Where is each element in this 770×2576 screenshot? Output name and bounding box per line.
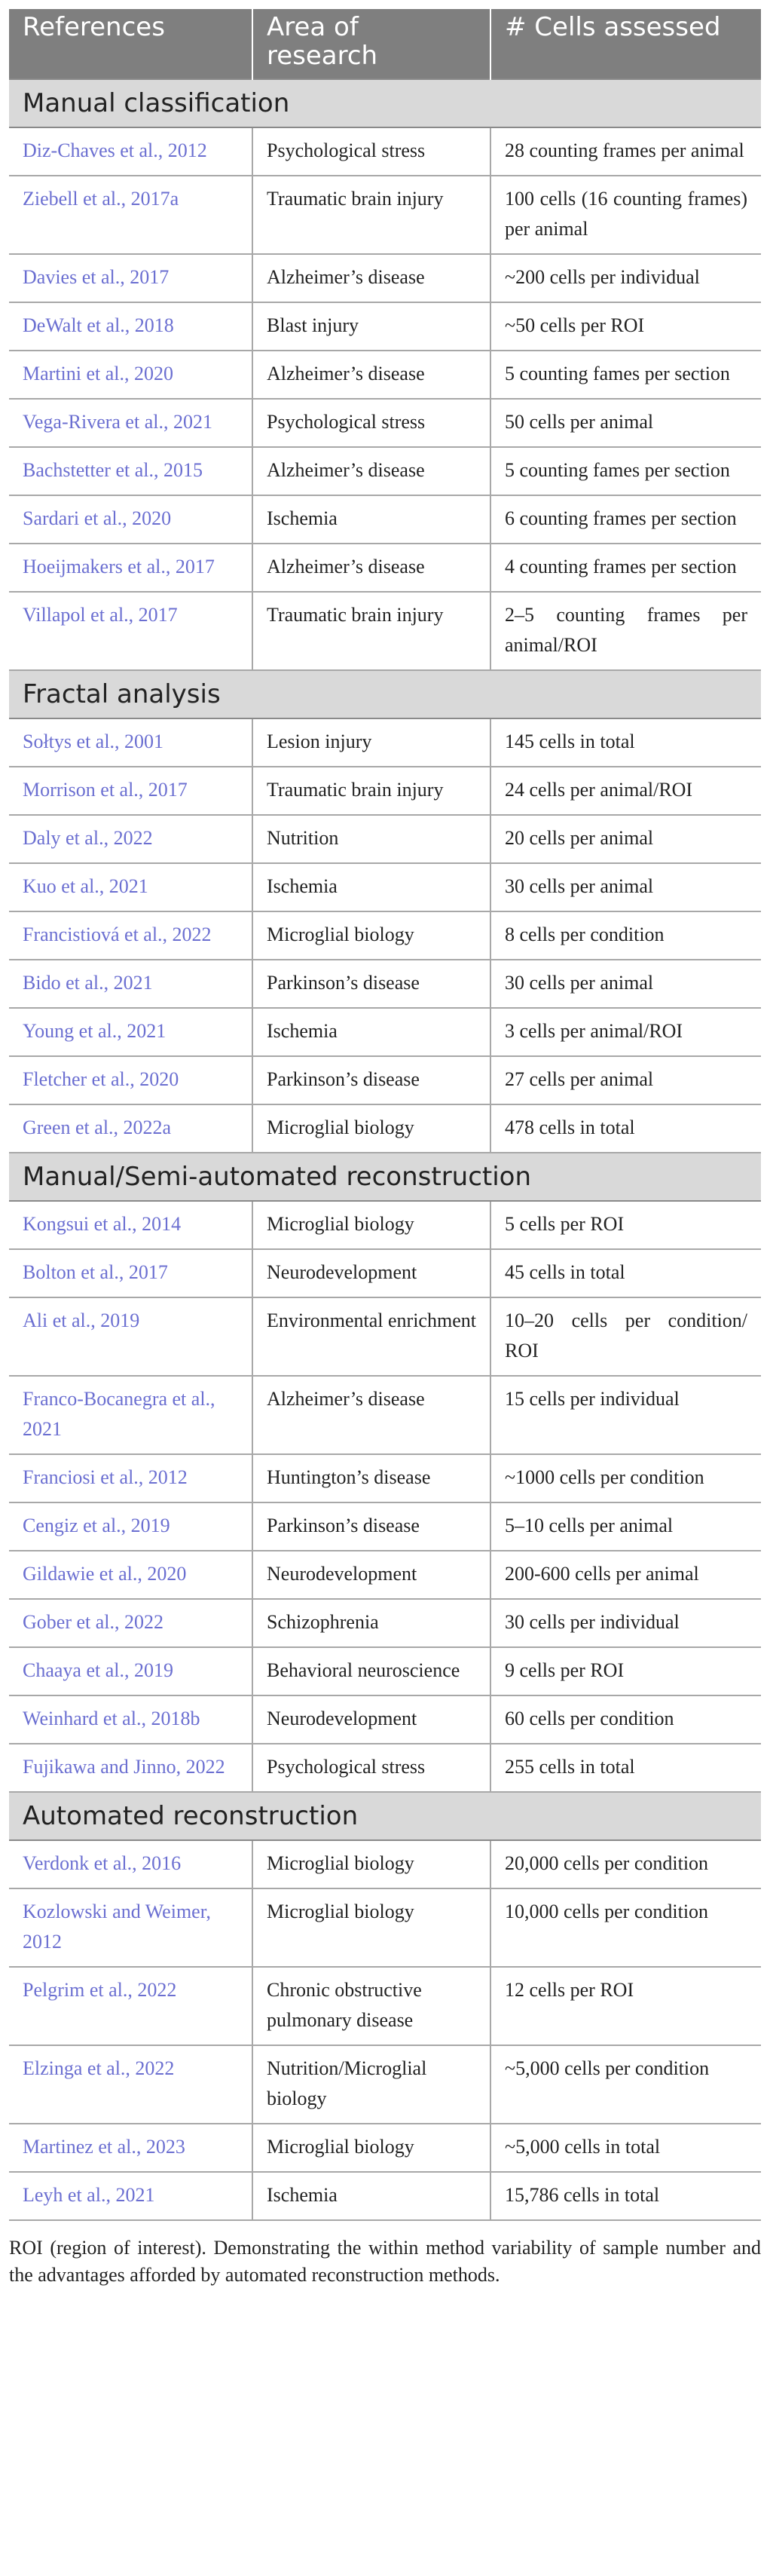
cells-assessed-cell: 3 cells per animal/ROI: [490, 1008, 761, 1056]
reference-link[interactable]: Pelgrim et al., 2022: [9, 1967, 252, 2045]
area-of-research-cell: Neurodevelopment: [252, 1249, 490, 1297]
table-row: [9, 127, 761, 176]
table-row: [9, 1249, 761, 1297]
area-of-research-cell: Schizophrenia: [252, 1599, 490, 1647]
area-of-research-cell: Nutrition/Microglial biology: [252, 2045, 490, 2124]
reference-link[interactable]: Kongsui et al., 2014: [9, 1201, 252, 1249]
reference-link[interactable]: Morrison et al., 2017: [9, 767, 252, 815]
area-of-research-cell: Neurodevelopment: [252, 1695, 490, 1744]
reference-link[interactable]: Chaaya et al., 2019: [9, 1647, 252, 1695]
table-row: [9, 1376, 761, 1454]
section-title: Manual/Semi-automated reconstruction: [9, 1153, 761, 1201]
reference-link[interactable]: DeWalt et al., 2018: [9, 302, 252, 351]
references-table: [9, 9, 761, 2221]
table-row: [9, 254, 761, 302]
area-of-research-cell: Blast injury: [252, 302, 490, 351]
cells-assessed-cell: 15,786 cells in total: [490, 2172, 761, 2220]
cells-assessed-cell: 10–20 cells per condition/ ROI: [490, 1297, 761, 1376]
table-row: [9, 1297, 761, 1376]
area-of-research-cell: Alzheimer’s disease: [252, 447, 490, 495]
reference-link[interactable]: Green et al., 2022a: [9, 1104, 252, 1153]
section-title: Manual classification: [9, 79, 761, 127]
table-row: [9, 767, 761, 815]
reference-link[interactable]: Daly et al., 2022: [9, 815, 252, 863]
area-of-research-cell: Alzheimer’s disease: [252, 254, 490, 302]
reference-link[interactable]: Cengiz et al., 2019: [9, 1502, 252, 1551]
table-row: [9, 351, 761, 399]
reference-link[interactable]: Young et al., 2021: [9, 1008, 252, 1056]
cells-assessed-cell: 2–5 counting frames per animal/ROI: [490, 592, 761, 670]
header-references: References: [9, 9, 252, 79]
area-of-research-cell: Microglial biology: [252, 911, 490, 960]
table-row: [9, 911, 761, 960]
area-of-research-cell: Microglial biology: [252, 1104, 490, 1153]
cells-assessed-cell: 45 cells in total: [490, 1249, 761, 1297]
table-footnote: ROI (region of interest). Demonstrating the within method variability of sample number and the advantages afforded by automated reconstruction methods.: [9, 2237, 761, 2286]
table-row: [9, 1502, 761, 1551]
reference-link[interactable]: Ali et al., 2019: [9, 1297, 252, 1376]
cells-assessed-cell: 20 cells per animal: [490, 815, 761, 863]
cells-assessed-cell: ~200 cells per individual: [490, 254, 761, 302]
table-row: [9, 1551, 761, 1599]
cells-assessed-cell: 27 cells per animal: [490, 1056, 761, 1104]
cells-assessed-cell: ~5,000 cells in total: [490, 2124, 761, 2172]
reference-link[interactable]: Bachstetter et al., 2015: [9, 447, 252, 495]
table-row: [9, 1201, 761, 1249]
cells-assessed-cell: 30 cells per animal: [490, 863, 761, 911]
reference-link[interactable]: Martini et al., 2020: [9, 351, 252, 399]
cells-assessed-cell: 8 cells per condition: [490, 911, 761, 960]
cells-assessed-cell: 12 cells per ROI: [490, 1967, 761, 2045]
area-of-research-cell: Microglial biology: [252, 1888, 490, 1967]
area-of-research-cell: Nutrition: [252, 815, 490, 863]
cells-assessed-cell: 478 cells in total: [490, 1104, 761, 1153]
section-title: Automated reconstruction: [9, 1792, 761, 1840]
reference-link[interactable]: Vega-Rivera et al., 2021: [9, 399, 252, 447]
reference-link[interactable]: Franco-Bocanegra et al., 2021: [9, 1376, 252, 1454]
table-row: [9, 1967, 761, 2045]
area-of-research-cell: Alzheimer’s disease: [252, 351, 490, 399]
cells-assessed-cell: 200-600 cells per animal: [490, 1551, 761, 1599]
reference-link[interactable]: Sołtys et al., 2001: [9, 718, 252, 767]
cells-assessed-cell: 5 counting fames per section: [490, 447, 761, 495]
reference-link[interactable]: Gober et al., 2022: [9, 1599, 252, 1647]
table-row: [9, 176, 761, 254]
reference-link[interactable]: Verdonk et al., 2016: [9, 1840, 252, 1888]
cells-assessed-cell: 30 cells per animal: [490, 960, 761, 1008]
cells-assessed-cell: 255 cells in total: [490, 1744, 761, 1792]
area-of-research-cell: Behavioral neuroscience: [252, 1647, 490, 1695]
table-row: [9, 1840, 761, 1888]
reference-link[interactable]: Fujikawa and Jinno, 2022: [9, 1744, 252, 1792]
area-of-research-cell: Ischemia: [252, 1008, 490, 1056]
table-row: [9, 2172, 761, 2220]
area-of-research-cell: Traumatic brain injury: [252, 176, 490, 254]
area-of-research-cell: Parkinson’s disease: [252, 1502, 490, 1551]
area-of-research-cell: Ischemia: [252, 2172, 490, 2220]
cells-assessed-cell: ~50 cells per ROI: [490, 302, 761, 351]
area-of-research-cell: Ischemia: [252, 495, 490, 544]
reference-link[interactable]: Hoeijmakers et al., 2017: [9, 544, 252, 592]
cells-assessed-cell: 50 cells per animal: [490, 399, 761, 447]
table-row: [9, 544, 761, 592]
reference-link[interactable]: Sardari et al., 2020: [9, 495, 252, 544]
reference-link[interactable]: Bido et al., 2021: [9, 960, 252, 1008]
cells-assessed-cell: 9 cells per ROI: [490, 1647, 761, 1695]
table-row: [9, 1888, 761, 1967]
table-row: [9, 1695, 761, 1744]
area-of-research-cell: Traumatic brain injury: [252, 592, 490, 670]
table-row: [9, 2124, 761, 2172]
header-cells-assessed: # Cells assessed: [490, 9, 761, 79]
table-row: [9, 1454, 761, 1502]
cells-assessed-cell: 5 cells per ROI: [490, 1201, 761, 1249]
reference-link[interactable]: Weinhard et al., 2018b: [9, 1695, 252, 1744]
cells-assessed-cell: 20,000 cells per condition: [490, 1840, 761, 1888]
cells-assessed-cell: 60 cells per condition: [490, 1695, 761, 1744]
table-row: [9, 1744, 761, 1792]
area-of-research-cell: Parkinson’s disease: [252, 960, 490, 1008]
area-of-research-cell: Traumatic brain injury: [252, 767, 490, 815]
area-of-research-cell: Lesion injury: [252, 718, 490, 767]
table-row: [9, 495, 761, 544]
table-row: [9, 960, 761, 1008]
reference-link[interactable]: Gildawie et al., 2020: [9, 1551, 252, 1599]
area-of-research-cell: Neurodevelopment: [252, 1551, 490, 1599]
reference-link[interactable]: Villapol et al., 2017: [9, 592, 252, 670]
cells-assessed-cell: ~5,000 cells per condition: [490, 2045, 761, 2124]
table-row: [9, 863, 761, 911]
reference-link[interactable]: Fletcher et al., 2020: [9, 1056, 252, 1104]
section-row: [9, 670, 761, 718]
reference-link[interactable]: Kuo et al., 2021: [9, 863, 252, 911]
table-row: [9, 1008, 761, 1056]
area-of-research-cell: Microglial biology: [252, 1840, 490, 1888]
area-of-research-cell: Parkinson’s disease: [252, 1056, 490, 1104]
area-of-research-cell: Ischemia: [252, 863, 490, 911]
area-of-research-cell: Alzheimer’s disease: [252, 544, 490, 592]
cells-assessed-cell: 4 counting frames per section: [490, 544, 761, 592]
reference-link[interactable]: Diz-Chaves et al., 2012: [9, 127, 252, 176]
reference-link[interactable]: Francistiová et al., 2022: [9, 911, 252, 960]
section-row: [9, 1153, 761, 1201]
section-row: [9, 1792, 761, 1840]
cells-assessed-cell: 145 cells in total: [490, 718, 761, 767]
reference-link[interactable]: Davies et al., 2017: [9, 254, 252, 302]
cells-assessed-cell: ~1000 cells per condition: [490, 1454, 761, 1502]
cells-assessed-cell: 5 counting fames per section: [490, 351, 761, 399]
table-row: [9, 1056, 761, 1104]
table-row: [9, 592, 761, 670]
reference-link[interactable]: Martinez et al., 2023: [9, 2124, 252, 2172]
section-row: [9, 79, 761, 127]
area-of-research-cell: Microglial biology: [252, 1201, 490, 1249]
table-row: [9, 1599, 761, 1647]
reference-link[interactable]: Ziebell et al., 2017a: [9, 176, 252, 254]
area-of-research-cell: Huntington’s disease: [252, 1454, 490, 1502]
header-row: [9, 9, 761, 79]
reference-link[interactable]: Bolton et al., 2017: [9, 1249, 252, 1297]
reference-link[interactable]: Elzinga et al., 2022: [9, 2045, 252, 2124]
area-of-research-cell: Environmental enrichment: [252, 1297, 490, 1376]
cells-assessed-cell: 10,000 cells per condition: [490, 1888, 761, 1967]
table-container: [9, 9, 761, 2289]
cells-assessed-cell: 5–10 cells per animal: [490, 1502, 761, 1551]
cells-assessed-cell: 28 counting frames per animal: [490, 127, 761, 176]
cells-assessed-cell: 15 cells per individual: [490, 1376, 761, 1454]
table-row: [9, 2045, 761, 2124]
table-row: [9, 718, 761, 767]
cells-assessed-cell: 24 cells per animal/ROI: [490, 767, 761, 815]
table-row: [9, 815, 761, 863]
table-row: [9, 1647, 761, 1695]
cells-assessed-cell: 6 counting frames per section: [490, 495, 761, 544]
area-of-research-cell: Psychological stress: [252, 127, 490, 176]
reference-link[interactable]: Leyh et al., 2021: [9, 2172, 252, 2220]
table-row: [9, 302, 761, 351]
table-row: [9, 399, 761, 447]
area-of-research-cell: Alzheimer’s disease: [252, 1376, 490, 1454]
table-body: [9, 79, 761, 2220]
area-of-research-cell: Microglial biology: [252, 2124, 490, 2172]
reference-link[interactable]: Franciosi et al., 2012: [9, 1454, 252, 1502]
area-of-research-cell: Psychological stress: [252, 1744, 490, 1792]
section-title: Fractal analysis: [9, 670, 761, 718]
table-row: [9, 447, 761, 495]
reference-link[interactable]: Kozlowski and Weimer, 2012: [9, 1888, 252, 1967]
area-of-research-cell: Chronic obstructive pulmonary disease: [252, 1967, 490, 2045]
header-area-of-research: Area of research: [252, 9, 490, 79]
cells-assessed-cell: 100 cells (16 counting frames) per animal: [490, 176, 761, 254]
table-row: [9, 1104, 761, 1153]
cells-assessed-cell: 30 cells per individual: [490, 1599, 761, 1647]
area-of-research-cell: Psychological stress: [252, 399, 490, 447]
